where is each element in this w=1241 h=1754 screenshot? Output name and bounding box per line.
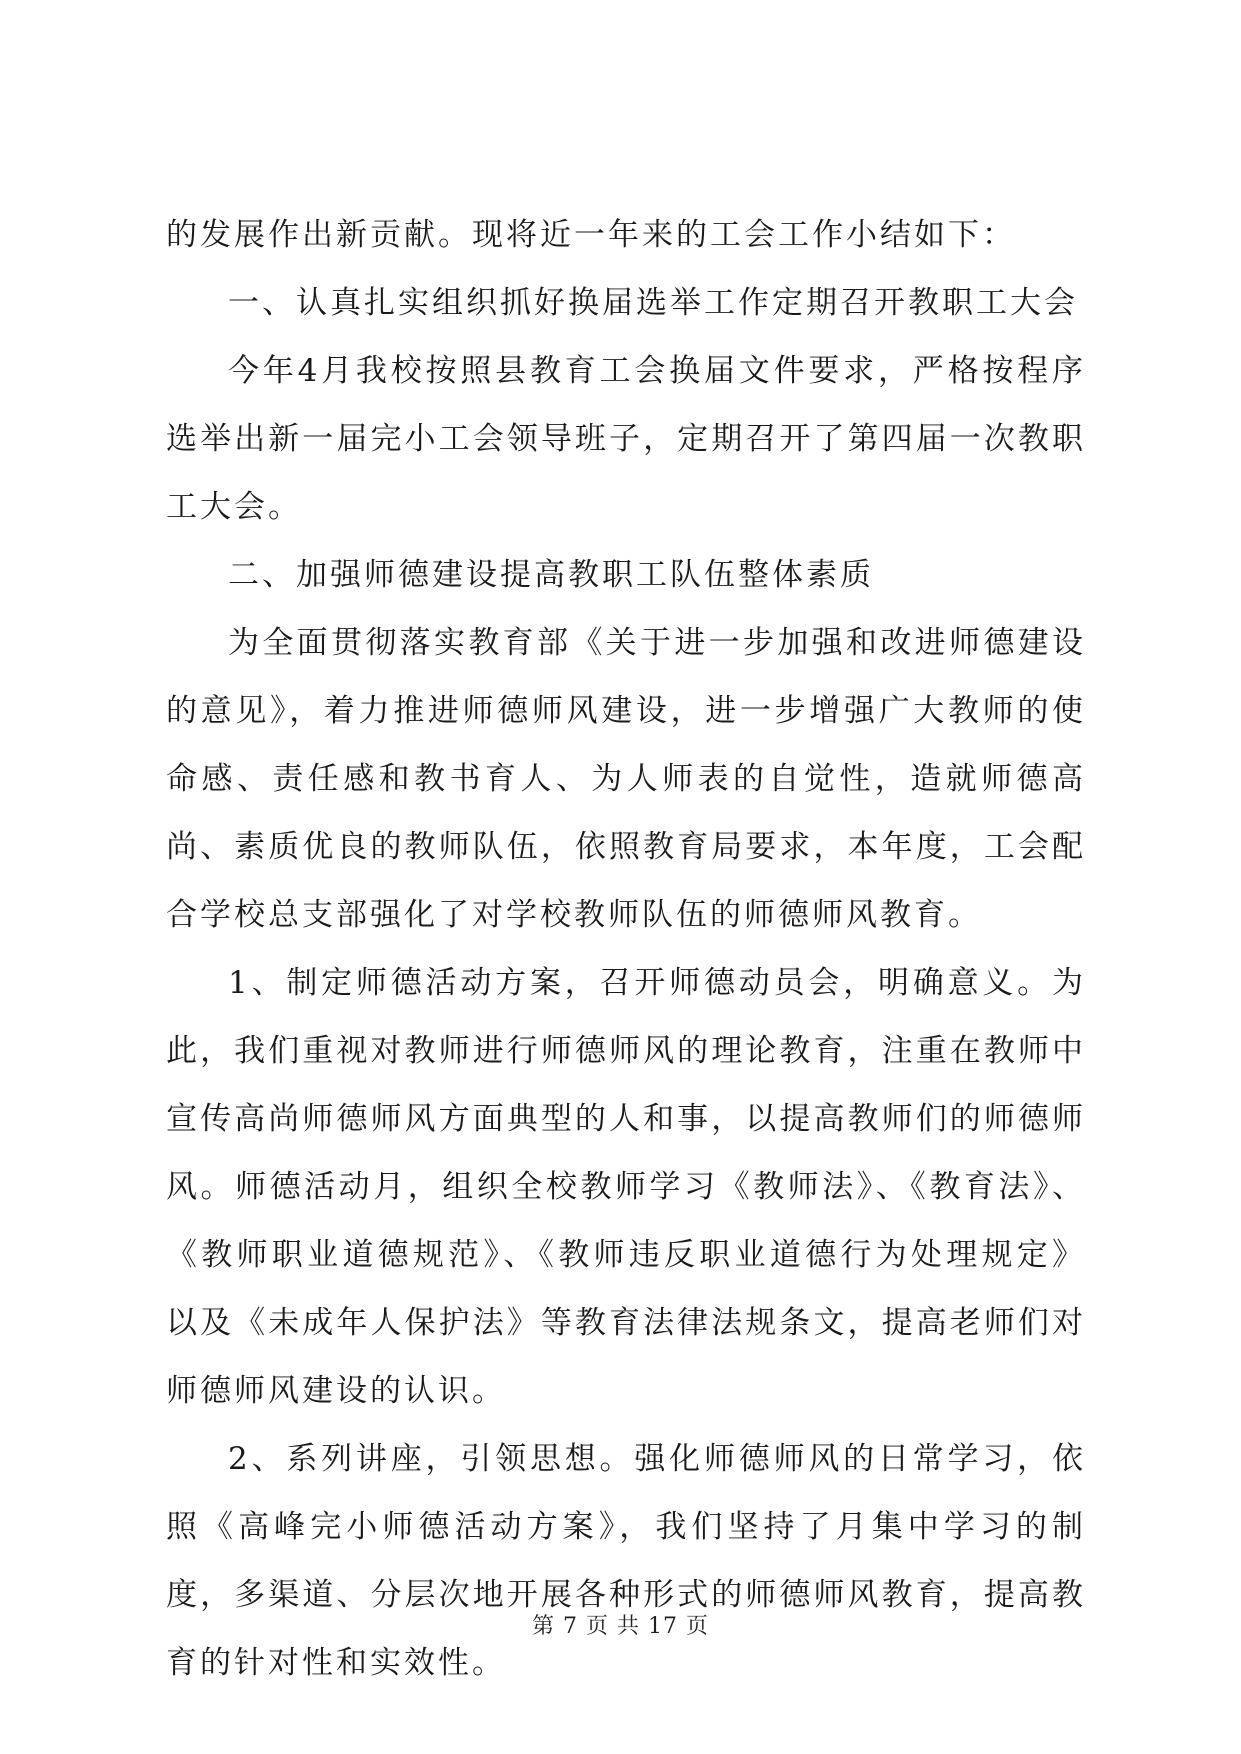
page-number-footer: 第 7 页 共 17 页 [532, 1614, 709, 1639]
paragraph-4: 1、制定师德活动方案，召开师德动员会，明确意义。为此，我们重视对教师进行师德师风的理论教育，注重在教师中宣传高尚师德师风方面典型的人和事，以提高教师们的师德师风。师德活动月，组织全校教师学习《教师法》、《教育法》、《教师职业道德规范》、《教师违反职业道德行为处理规定》以及《未成年人保护法》等教育法律法规条文，提高老师们对师德师风建设的认识。 [166, 965, 1086, 1409]
paragraph-3: 为全面贯彻落实教育部《关于进一步加强和改进师德建设的意见》，着力推进师德师风建设，进一步增强广大教师的使命感、责任感和教书育人、为人师表的自觉性，造就师德高尚、素质优良的教师队伍，依照教育局要求，本年度，工会配合学校总支部强化了对学校教师队伍的师德师风教育。 [166, 625, 1086, 933]
paragraph-2: 今年4月我校按照县教育工会换届文件要求，严格按程序选举出新一届完小工会领导班子，定期召开了第四届一次教职工大会。 [166, 353, 1086, 525]
document-body [166, 201, 1086, 1697]
paragraph-5: 2、系列讲座，引领思想。强化师德师风的日常学习，依照《高峰完小师德活动方案》，我们坚持了月集中学习的制度，多渠道、分层次地开展各种形式的师德师风教育，提高教育的针对性和实效性。 [166, 1441, 1086, 1681]
section-heading-2: 二、加强师德建设提高教职工队伍整体素质 [228, 557, 874, 593]
section-heading-1: 一、认真扎实组织抓好换届选举工作定期召开教职工大会 [228, 285, 1078, 321]
paragraph-1: 的发展作出新贡献。现将近一年来的工会工作小结如下： [166, 217, 1016, 253]
